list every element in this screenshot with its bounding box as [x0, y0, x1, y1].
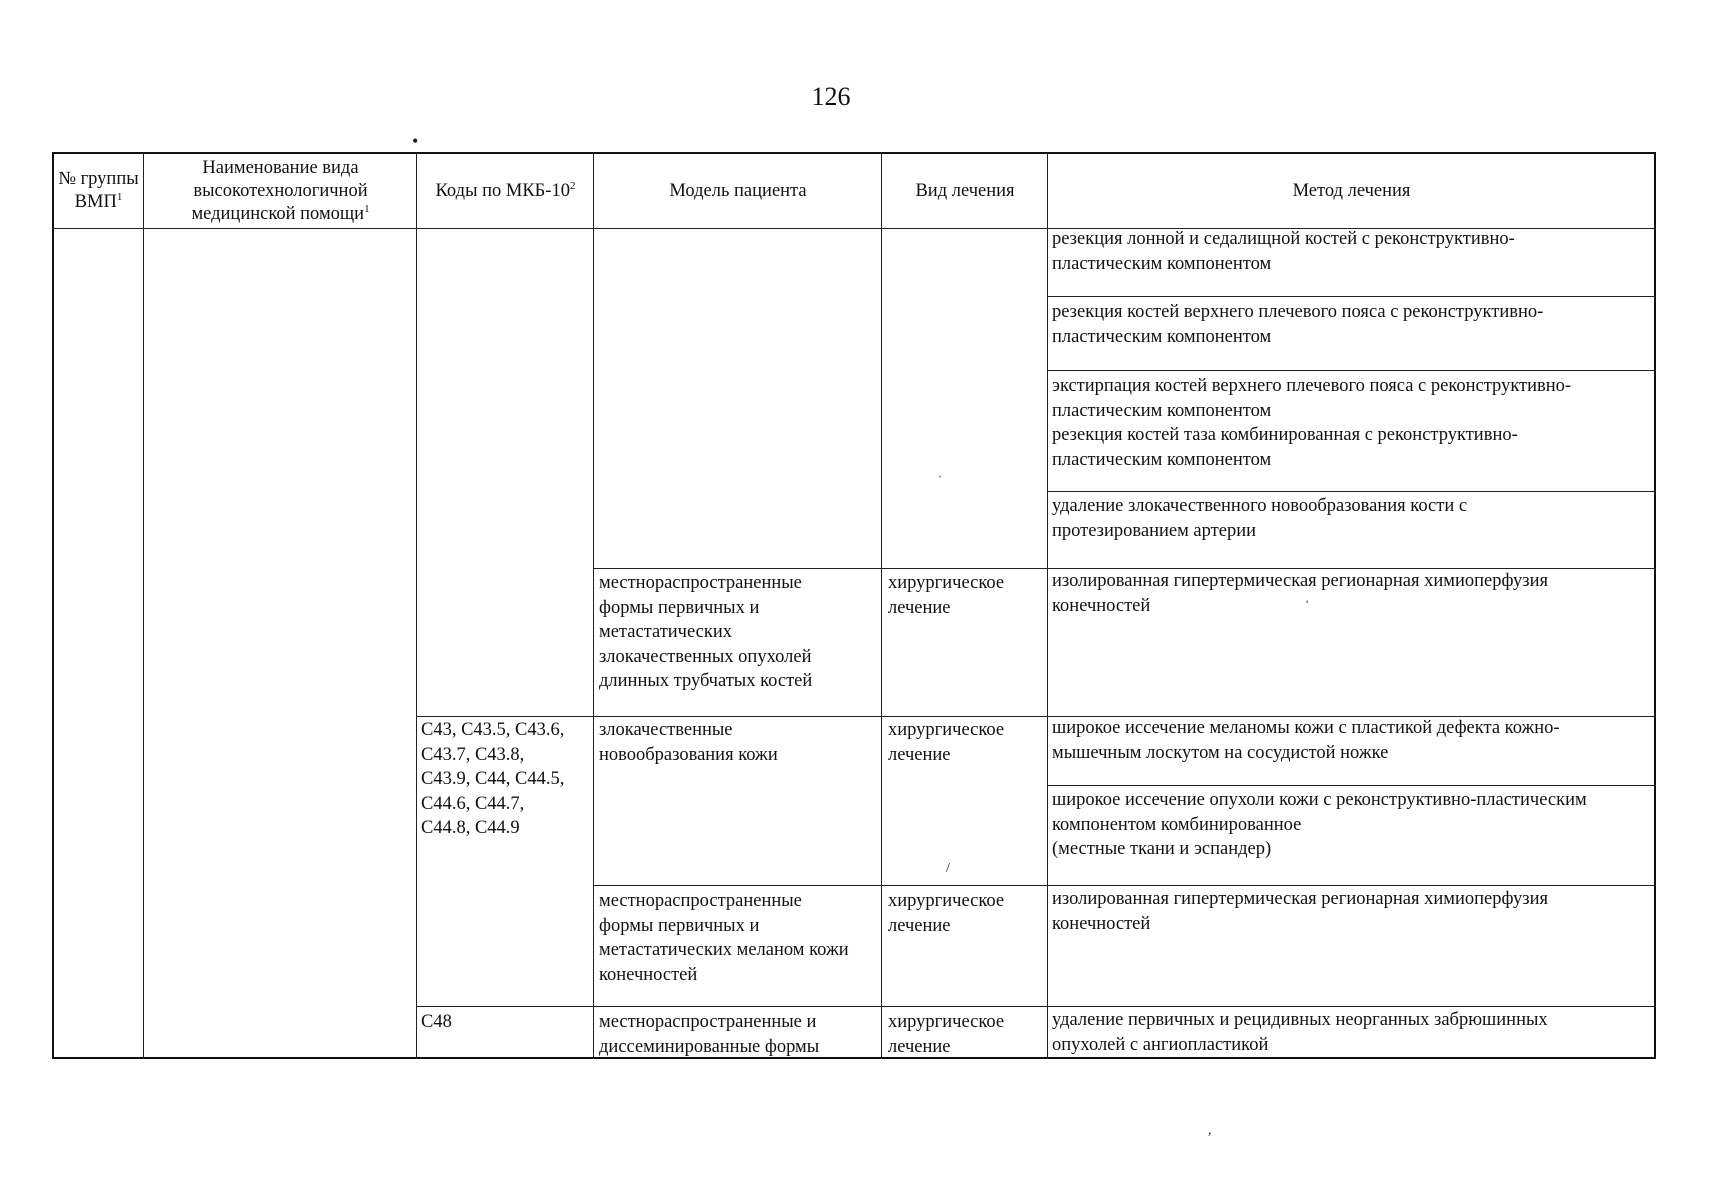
- patient-model-cell: местнораспространенные формы первичных и метастатических злокачественных опухолей длинных трубчатых костей: [599, 573, 813, 691]
- icd-codes-cell: C48: [421, 1012, 452, 1032]
- method-cell: широкое иссечение меланомы кожи с пластикой дефекта кожно- мышечным лоскутом на сосудистой ножке: [1052, 718, 1560, 763]
- method-cell: изолированная гипертермическая регионарная химиоперфузия конечностей: [1052, 571, 1548, 616]
- header-group-no-text: № группы ВМП: [58, 169, 139, 212]
- scan-speck: ,: [1208, 1123, 1212, 1138]
- header-icd-codes-text: Коды по МКБ-10: [435, 180, 570, 201]
- scan-speck: •: [412, 131, 419, 151]
- header-treatment-type: Вид лечения: [915, 180, 1015, 201]
- patient-model-cell: местнораспространенные формы первичных и метастатических меланом кожи конечностей: [599, 891, 849, 985]
- row-divider: [1047, 785, 1656, 786]
- method-cell: резекция костей верхнего плечевого пояса с реконструктивно- пластическим компонентом: [1052, 302, 1544, 347]
- header-service-name-text: Наименование вида высокотехнологичной медицинской помощи: [191, 157, 368, 224]
- treatment-type-cell: хирургическое лечение: [888, 891, 1005, 936]
- method-cell: широкое иссечение опухоли кожи с реконструктивно-пластическим компонентом комбинированное (местные ткани и эспандер): [1052, 790, 1587, 859]
- col-divider: [143, 152, 144, 1059]
- treatment-type-cell: хирургическое лечение: [888, 720, 1005, 765]
- icd-codes-cell: C43, C43.5, C43.6, C43.7, C43.8, C43.9, C44, C44.5, C44.6, C44.7, C44.8, C44.9: [421, 720, 565, 838]
- scan-speck: /: [946, 861, 950, 876]
- col-divider: [1047, 152, 1048, 1059]
- header-icd-codes: Коды по МКБ-$10^2$: [435, 179, 576, 201]
- method-cell: экстирпация костей верхнего плечевого пояса с реконструктивно- пластическим компонентом резекция костей таза комбинированная с реконструктивно- пластическим компонентом: [1052, 376, 1572, 470]
- method-cell: изолированная гипертермическая регионарная химиоперфузия конечностей: [1052, 889, 1548, 934]
- treatment-type-cell: хирургическое лечение: [888, 1012, 1005, 1057]
- row-divider: [1047, 370, 1656, 371]
- header-group-no: № группы ВМП$^1$: [58, 169, 139, 212]
- scan-speck: `: [938, 473, 942, 487]
- patient-model-cell: местнораспространенные и диссеминированные формы: [599, 1012, 820, 1057]
- col-divider: [416, 152, 417, 1059]
- row-divider: [1047, 296, 1656, 297]
- row-divider: [1047, 491, 1656, 492]
- scan-speck: ': [1306, 597, 1309, 611]
- patient-model-cell: злокачественные новообразования кожи: [599, 720, 778, 765]
- row-divider: [416, 1006, 1656, 1007]
- header-patient-model: Модель пациента: [669, 180, 807, 201]
- header-treatment-method: Метод лечения: [1292, 180, 1411, 201]
- row-divider: [593, 885, 1656, 886]
- method-cell: резекция лонной и седалищной костей с реконструктивно- пластическим компонентом: [1052, 229, 1515, 274]
- method-cell: удаление злокачественного новообразования кости с протезированием артерии: [1052, 496, 1468, 541]
- header-service-name: Наименование вида высокотехнологичной медицинской помощи$^1$: [191, 157, 370, 224]
- col-divider: [881, 152, 882, 1059]
- page-number: 126: [811, 82, 851, 111]
- method-cell: удаление первичных и рецидивных неорганных забрюшинных опухолей с ангиопластикой: [1052, 1010, 1548, 1055]
- col-divider: [593, 152, 594, 1059]
- treatment-type-cell: хирургическое лечение: [888, 573, 1005, 618]
